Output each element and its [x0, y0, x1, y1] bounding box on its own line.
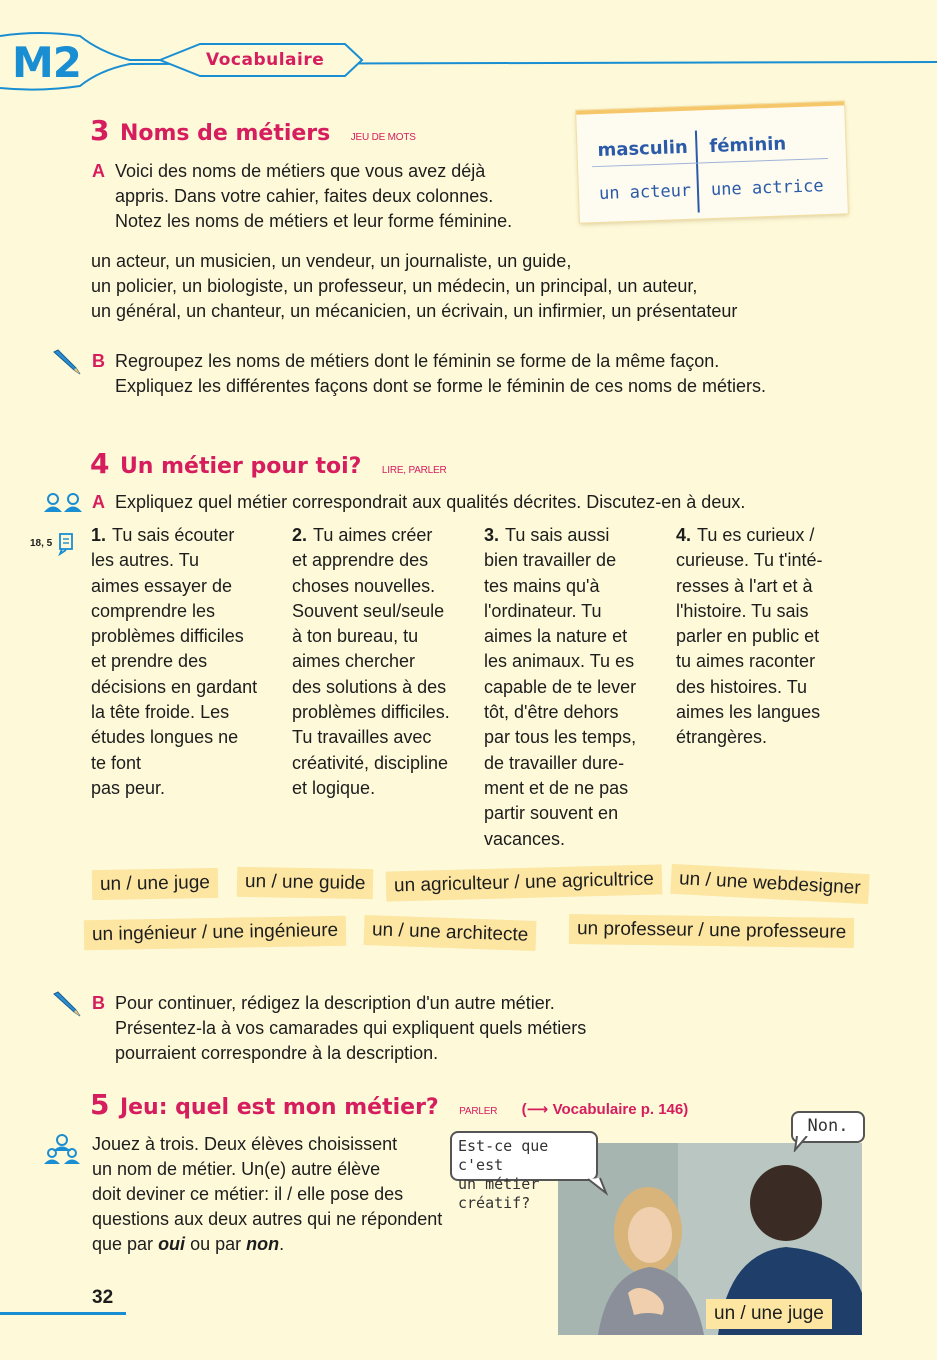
column-text: Tu sais aussi	[505, 525, 610, 545]
bubble-tail	[793, 1136, 813, 1152]
column-line	[292, 523, 477, 548]
column-number: 4.	[676, 525, 692, 545]
column-number: 1.	[91, 525, 107, 545]
column-line: ment et de ne pas	[484, 777, 629, 798]
ex4-b-line: Présentez-la à vos camarades qui expliquent quels métiers	[115, 1018, 587, 1038]
group-work-icon	[42, 1133, 82, 1165]
column-line: tu aimes raconter	[676, 651, 816, 672]
speech-bubble-answer: Non.	[791, 1111, 865, 1143]
list-line: un général, un chanteur, un mécanicien, un écrivain, un infirmier, un présentateur	[91, 301, 738, 321]
ex5-instruction	[92, 1132, 512, 1257]
ex4-letter-a: A	[92, 492, 105, 512]
profession-chip: un / une architecte	[364, 915, 537, 951]
column-line: décisions en gardant	[91, 676, 258, 697]
column-line: aimes la nature et	[484, 626, 628, 647]
ex5-line: Jouez à trois. Deux élèves choisissent	[92, 1134, 398, 1154]
column-line: partir souvent en	[484, 803, 619, 824]
column-line: des solutions à des	[292, 676, 447, 697]
ex3-tag: JEU DE MOTS	[350, 132, 416, 143]
bubble-line: un métier créatif?	[458, 1175, 540, 1212]
footer-rule	[0, 1312, 126, 1315]
ex3-title: Noms de métiers	[119, 121, 331, 146]
card-header-masculin: masculin	[597, 136, 689, 161]
column-line: Souvent seul/seule	[292, 600, 445, 621]
column-line: problèmes difficiles.	[292, 702, 450, 723]
conversation-photo	[558, 1143, 862, 1335]
column-line: parler en public et	[676, 626, 820, 647]
card-value-masculin: un acteur	[598, 180, 692, 204]
ex4-letter-b: B	[92, 993, 105, 1013]
column-line: à ton bureau, tu	[292, 626, 419, 647]
ex3-instruction-a	[92, 159, 562, 234]
ex3-heading	[90, 114, 416, 147]
card-header-feminin: féminin	[709, 133, 787, 158]
column-line: choses nouvelles.	[292, 575, 436, 596]
header-ribbon	[0, 0, 937, 100]
ex3-instruction-b	[92, 349, 872, 399]
ex5-line-last	[92, 1232, 512, 1257]
bubble-line: Est-ce que c'est	[458, 1137, 549, 1174]
professions-list	[91, 249, 891, 324]
ex5-ref-arrow: (⟶	[521, 1101, 549, 1118]
description-column-2	[292, 523, 477, 801]
column-text: Tu sais écouter	[112, 525, 235, 545]
workbook-icon	[58, 532, 76, 556]
column-number: 3.	[484, 525, 500, 545]
column-line: curieuse. Tu t'inté-	[676, 550, 823, 571]
column-text: Tu es curieux /	[697, 525, 815, 545]
emphasis-oui: oui	[158, 1234, 186, 1254]
column-line: l'histoire. Tu sais	[676, 600, 809, 621]
ex5-heading	[90, 1088, 688, 1121]
ex3-a-line: Notez les noms de métiers et leur forme féminine.	[115, 211, 513, 231]
text-run: ou par	[185, 1234, 247, 1254]
ex4-title: Un métier pour toi?	[119, 454, 362, 479]
pencil-icon	[50, 348, 84, 378]
profession-chip: un / une juge	[92, 868, 218, 900]
pencil-icon	[50, 990, 84, 1020]
module-label: M2	[12, 38, 82, 87]
section-label: Vocabulaire	[206, 50, 325, 70]
column-line: aimes essayer de	[91, 575, 233, 596]
column-line: études longues ne	[91, 727, 239, 748]
gender-table-card	[576, 101, 848, 222]
emphasis-non: non	[246, 1234, 280, 1254]
ex3-letter-a: A	[92, 161, 105, 181]
description-column-1	[91, 523, 283, 801]
column-line: par tous les temps,	[484, 727, 637, 748]
list-line: un policier, un biologiste, un professeur, un médecin, un principal, un auteur,	[91, 276, 698, 296]
column-line: des histoires. Tu	[676, 676, 808, 697]
speech-bubble-question	[450, 1131, 598, 1212]
column-line: étrangères.	[676, 727, 768, 748]
column-line: l'ordinateur. Tu	[484, 600, 602, 621]
column-line: vacances.	[484, 828, 566, 849]
photo-label: un / une juge	[706, 1299, 832, 1329]
column-line: de travailler dure-	[484, 752, 625, 773]
ex5-title: Jeu: quel est mon métier?	[119, 1095, 439, 1120]
ex4-number: 4	[90, 447, 110, 480]
column-line: Tu travailles avec	[292, 727, 432, 748]
ex4-instruction-a	[92, 490, 912, 515]
column-line: aimes chercher	[292, 651, 416, 672]
workbook-ref: 18, 5	[30, 538, 53, 549]
column-line: la tête froide. Les	[91, 702, 230, 723]
column-line: capable de te lever	[484, 676, 637, 697]
column-text: Tu aimes créer	[313, 525, 433, 545]
card-value-feminin: une actrice	[710, 176, 824, 201]
profession-chip: un ingénieur / une ingénieure	[84, 916, 347, 951]
ex4-heading	[90, 447, 447, 480]
ex3-a-line: appris. Dans votre cahier, faites deux colonnes.	[115, 186, 494, 206]
page-number: 32	[92, 1287, 114, 1308]
column-line: aimes les langues	[676, 702, 821, 723]
column-line: pas peur.	[91, 777, 166, 798]
column-number: 2.	[292, 525, 308, 545]
text-run: que par	[92, 1234, 159, 1254]
column-line: bien travailler de	[484, 550, 617, 571]
ex3-number: 3	[90, 114, 110, 147]
ex3-b-line: Expliquez les différentes façons dont se forme le féminin de ces noms de métiers.	[115, 376, 766, 396]
column-line: problèmes difficiles	[91, 626, 244, 647]
ex4-a-text: Expliquez quel métier correspondrait aux qualités décrites. Discutez-en à deux.	[115, 492, 746, 512]
column-line: te font	[91, 752, 142, 773]
column-line: et prendre des	[91, 651, 208, 672]
column-line: créativité, discipline	[292, 752, 449, 773]
list-line: un acteur, un musicien, un vendeur, un journaliste, un guide,	[91, 251, 572, 271]
ex3-letter-b: B	[92, 351, 105, 371]
text-run: .	[279, 1234, 285, 1254]
ex4-instruction-b	[92, 991, 872, 1066]
column-line: et logique.	[292, 777, 376, 798]
column-line: les animaux. Tu es	[484, 651, 635, 672]
ex4-b-line: Pour continuer, rédigez la description d'un autre métier.	[115, 993, 555, 1013]
column-line: tes mains qu'à	[484, 575, 600, 596]
description-column-3	[484, 523, 669, 852]
ex4-b-line: pourraient correspondre à la description.	[115, 1043, 439, 1063]
column-line	[676, 523, 861, 548]
column-line: et apprendre des	[292, 550, 429, 571]
profession-chip: un / une guide	[237, 867, 374, 899]
description-column-4	[676, 523, 861, 751]
column-line: tôt, d'être dehors	[484, 702, 619, 723]
column-line: resses à l'art et à	[676, 575, 813, 596]
ex5-line: questions aux deux autres qui ne répondent	[92, 1209, 443, 1229]
ex3-a-line: Voici des noms de métiers que vous avez déjà	[115, 161, 486, 181]
ex3-b-line: Regroupez les noms de métiers dont le féminin se forme de la même façon.	[115, 351, 720, 371]
ex5-tag: PARLER	[459, 1106, 498, 1117]
profession-chip: un / une webdesigner	[670, 864, 869, 904]
ex5-number: 5	[90, 1088, 110, 1121]
pair-work-icon	[42, 492, 86, 514]
bubble-tail	[588, 1177, 612, 1197]
column-line	[484, 523, 669, 548]
column-line	[91, 523, 283, 548]
ex5-line: un nom de métier. Un(e) autre élève	[92, 1159, 381, 1179]
column-line: comprendre les	[91, 600, 216, 621]
ex5-line: doit deviner ce métier: il / elle pose des	[92, 1184, 404, 1204]
profession-chip: un agriculteur / une agricultrice	[386, 864, 663, 901]
profession-chip: un professeur / une professeure	[569, 914, 855, 948]
column-line: les autres. Tu	[91, 550, 200, 571]
ex5-ref-text: Vocabulaire p. 146)	[552, 1101, 689, 1118]
ex4-tag: LIRE, PARLER	[381, 465, 447, 476]
